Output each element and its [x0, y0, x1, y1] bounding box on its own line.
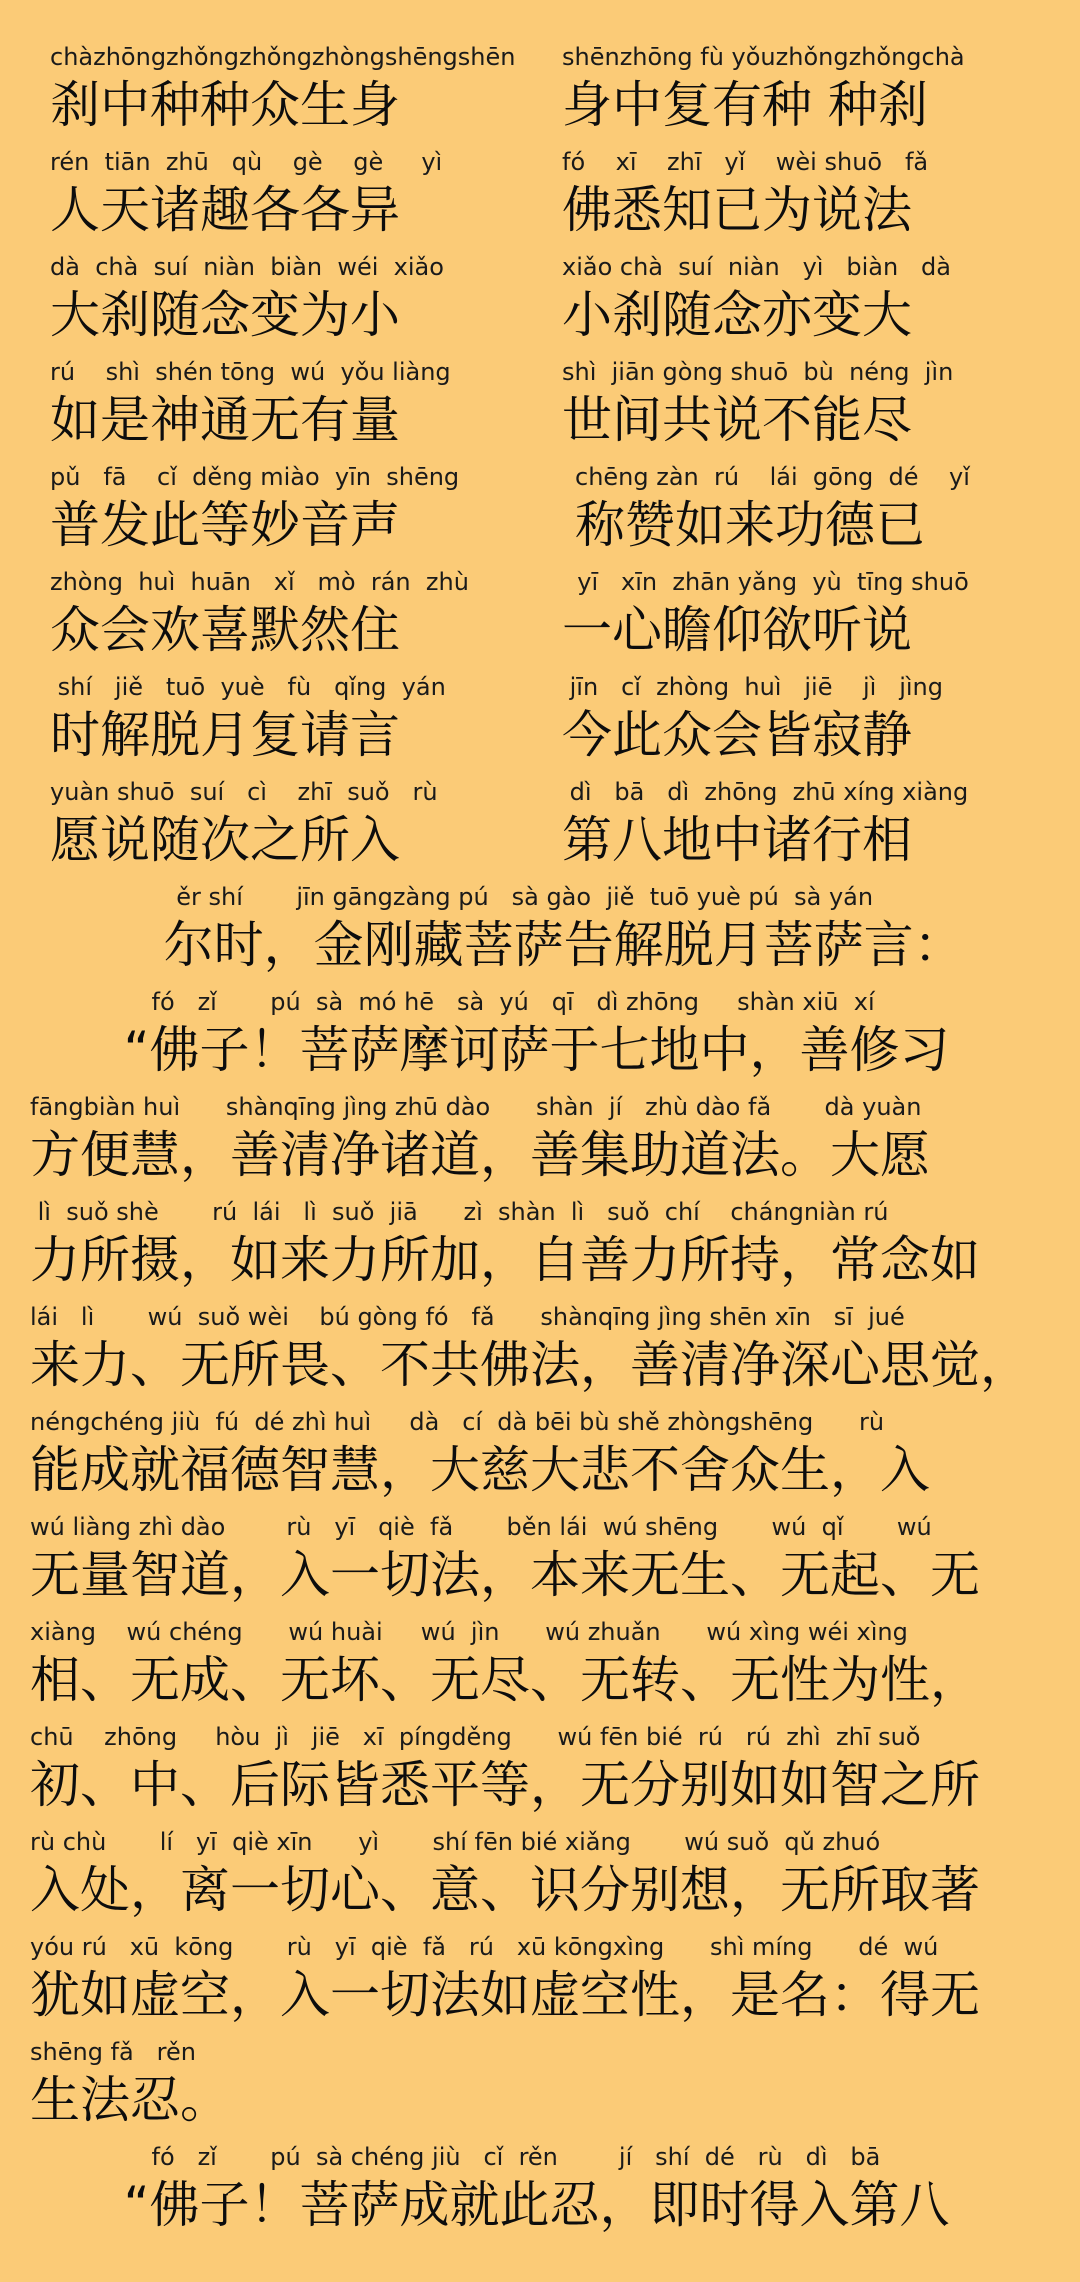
hanzi: 愿说随次之所入 [50, 811, 400, 869]
hanzi: 无量智道，入一切法，本来无生、无起、无 [30, 1546, 980, 1604]
prose-line [30, 1090, 1080, 1194]
hanzi: 刹中种种众生身 [50, 76, 400, 134]
verse-line [0, 355, 1080, 459]
prose-line [30, 1825, 1080, 1929]
hanzi: 尔时，金刚藏菩萨告解脱月菩萨言： [100, 916, 964, 974]
hanzi: 初、中、后际皆悉平等，无分别如如智之所 [30, 1756, 980, 1814]
prose-line [30, 1195, 1080, 1299]
prose-line [30, 2035, 1080, 2139]
pinyin: xiàng wú chéng wú huài wú jìn wú zhuǎn wú xìng wéi xìng [30, 1618, 908, 1646]
verse-line [0, 40, 1080, 144]
pinyin: yóu rú xū kōng rù yī qiè fǎ rú xū kōngxìng shì míng dé wú [30, 1933, 939, 1961]
pinyin: jīn cǐ zhòng huì jiē jì jìng [562, 673, 943, 701]
hanzi: 来力、无所畏、不共佛法，善清净深心思觉， [30, 1336, 1030, 1394]
prose-line [30, 1615, 1080, 1719]
pinyin: néngchéng jiù fú dé zhì huì dà cí dà bēi bù shě zhòngshēng rù [30, 1408, 885, 1436]
hanzi: “佛子！菩萨摩诃萨于七地中，善修习 [60, 1021, 950, 1079]
pinyin: dà chà suí niàn biàn wéi xiǎo [50, 253, 444, 281]
verse-line [0, 145, 1080, 249]
hanzi: 相、无成、无坏、无尽、无转、无性为性， [30, 1651, 980, 1709]
hanzi: 小刹随念亦变大 [562, 286, 912, 344]
pinyin: xiǎo chà suí niàn yì biàn dà [562, 253, 951, 281]
pinyin: shēnzhōng fù yǒuzhǒngzhǒngchà [562, 43, 965, 71]
hanzi: 佛悉知已为说法 [562, 181, 912, 239]
pinyin: chū zhōng hòu jì jiē xī píngděng wú fēn bié rú rú zhì zhī suǒ [30, 1723, 921, 1751]
pinyin: wú liàng zhì dào rù yī qiè fǎ běn lái wú shēng wú qǐ wú [30, 1513, 932, 1541]
pinyin: fó zǐ pú sà chéng jiù cǐ rěn jí shí dé rù dì bā [60, 2143, 881, 2171]
verse-line [0, 775, 1080, 879]
pinyin: fāngbiàn huì shànqīng jìng zhū dào shàn jí zhù dào fǎ dà yuàn [30, 1093, 922, 1121]
prose-line [30, 1405, 1080, 1509]
prose-line [100, 880, 1080, 984]
pinyin: yī xīn zhān yǎng yù tīng shuō [562, 568, 969, 596]
hanzi: “佛子！菩萨成就此忍，即时得入第八 [60, 2176, 950, 2234]
verse-line [0, 460, 1080, 564]
pinyin: shì jiān gòng shuō bù néng jìn [562, 358, 954, 386]
hanzi: 众会欢喜默然住 [50, 601, 400, 659]
hanzi: 第八地中诸行相 [562, 811, 912, 869]
pinyin: dì bā dì zhōng zhū xíng xiàng [562, 778, 969, 806]
verse-line [0, 565, 1080, 669]
pinyin: rén tiān zhū qù gè gè yì [50, 148, 443, 176]
pinyin: pǔ fā cǐ děng miào yīn shēng [50, 463, 460, 491]
prose-line [30, 1510, 1080, 1614]
hanzi: 大刹随念变为小 [50, 286, 400, 344]
pinyin: fó xī zhī yǐ wèi shuō fǎ [562, 148, 929, 176]
hanzi: 世间共说不能尽 [562, 391, 912, 449]
pinyin: ěr shí jīn gāngzàng pú sà gào jiě tuō yuè pú sà yán [100, 883, 874, 911]
hanzi: 身中复有种 种刹 [562, 76, 928, 134]
hanzi: 人天诸趣各各异 [50, 181, 400, 239]
prose-line [30, 1300, 1080, 1404]
hanzi: 一心瞻仰欲听说 [562, 601, 912, 659]
hanzi: 能成就福德智慧，大慈大悲不舍众生，入 [30, 1441, 930, 1499]
pinyin: rú shì shén tōng wú yǒu liàng [50, 358, 451, 386]
pinyin: rù chù lí yī qiè xīn yì shí fēn bié xiǎng wú suǒ qǔ zhuó [30, 1828, 881, 1856]
verse-line [0, 250, 1080, 354]
hanzi: 入处，离一切心、意、识分别想，无所取著 [30, 1861, 980, 1919]
pinyin: yuàn shuō suí cì zhī suǒ rù [50, 778, 438, 806]
prose-line [60, 2140, 1080, 2244]
prose-line [30, 1930, 1080, 2034]
hanzi: 称赞如来功德已 [575, 496, 925, 554]
pinyin: shí jiě tuō yuè fù qǐng yán [50, 673, 446, 701]
hanzi: 生法忍。 [30, 2071, 230, 2129]
pinyin: fó zǐ pú sà mó hē sà yú qī dì zhōng shàn xiū xí [60, 988, 875, 1016]
pinyin: zhòng huì huān xǐ mò rán zhù [50, 568, 469, 596]
pinyin: chàzhōngzhǒngzhǒngzhòngshēngshēn [50, 43, 516, 71]
hanzi: 力所摄，如来力所加，自善力所持，常念如 [30, 1231, 980, 1289]
pinyin: shēng fǎ rěn [30, 2038, 196, 2066]
prose-line [30, 1720, 1080, 1824]
hanzi: 如是神通无有量 [50, 391, 400, 449]
hanzi: 时解脱月复请言 [50, 706, 400, 764]
prose-line [60, 985, 1080, 1089]
pinyin: chēng zàn rú lái gōng dé yǐ [575, 463, 970, 491]
pinyin: lì suǒ shè rú lái lì suǒ jiā zì shàn lì suǒ chí chángniàn rú [30, 1198, 889, 1226]
hanzi: 普发此等妙音声 [50, 496, 400, 554]
verse-line [0, 670, 1080, 774]
hanzi: 犹如虚空，入一切法如虚空性，是名：得无 [30, 1966, 980, 2024]
hanzi: 今此众会皆寂静 [562, 706, 912, 764]
pinyin: lái lì wú suǒ wèi bú gòng fó fǎ shànqīng jìng shēn xīn sī jué [30, 1303, 905, 1331]
hanzi: 方便慧，善清净诸道，善集助道法。大愿 [30, 1126, 930, 1184]
